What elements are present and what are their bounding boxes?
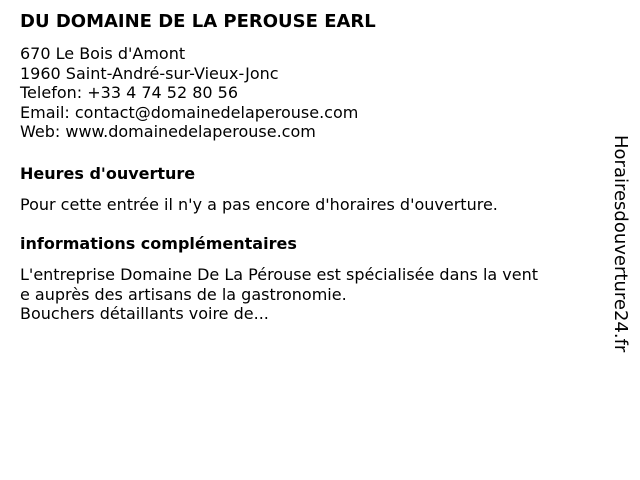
info-line: e auprès des artisans de la gastronomie. <box>20 284 347 304</box>
info-line: L'entreprise Domaine De La Pérouse est spécialisée dans la vent <box>20 265 539 284</box>
email-address: Email: contact@domainedelaperouse.com <box>20 102 359 122</box>
page-title: DU DOMAINE DE LA PEROUSE EARL <box>20 11 376 32</box>
phone-number: Telefon: +33 4 74 52 80 56 <box>20 83 239 102</box>
address-block <box>20 44 358 142</box>
side-brand-watermark: Horairesdouverture24.fr <box>610 135 631 353</box>
address-city: 1960 Saint-André-sur-Vieux-Jonc <box>20 63 279 83</box>
website-url: Web: www.domainedelaperouse.com <box>20 122 316 141</box>
info-text <box>20 265 580 324</box>
address-street: 670 Le Bois d'Amont <box>20 44 186 63</box>
info-line: Bouchers détaillants voire de... <box>20 304 269 323</box>
hours-text: Pour cette entrée il n'y a pas encore d'horaires d'ouverture. <box>20 195 498 214</box>
hours-heading: Heures d'ouverture <box>20 164 196 183</box>
info-heading: informations complémentaires <box>20 234 297 253</box>
